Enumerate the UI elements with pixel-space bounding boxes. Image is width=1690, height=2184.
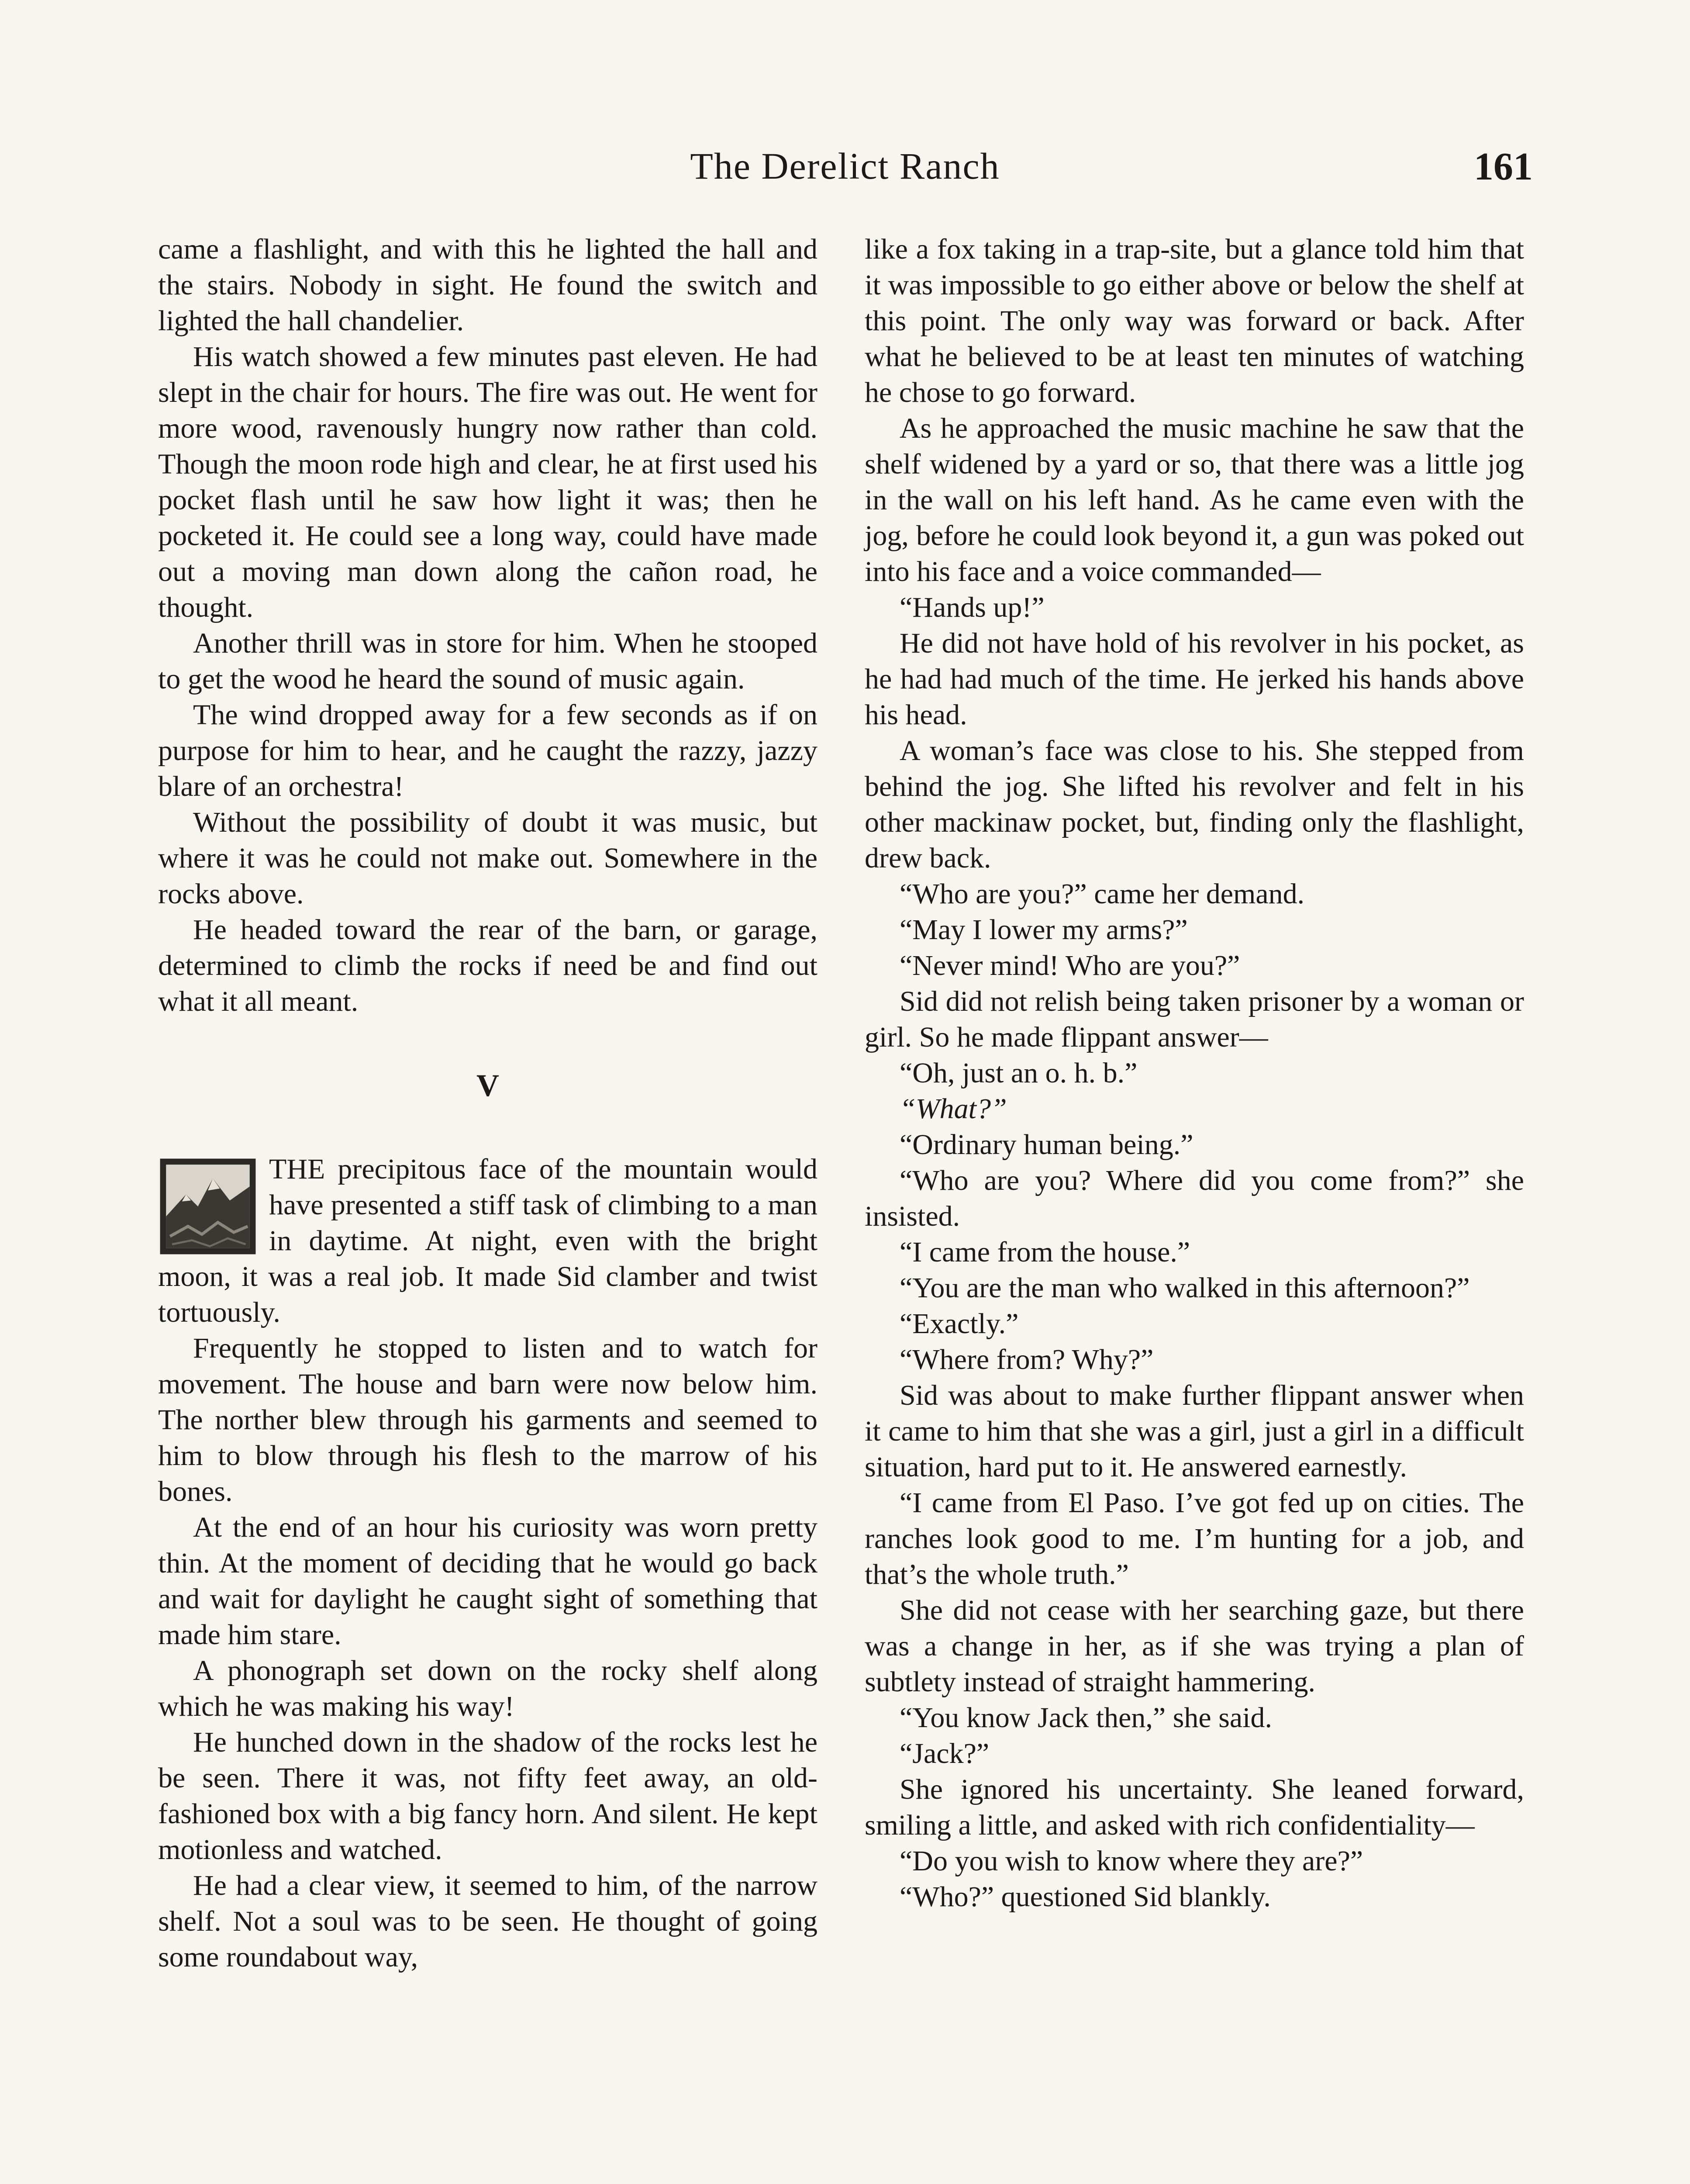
paragraph: She did not cease with her searching gaze, but there was a change in her, as if she was trying a plan of subtlety instead of straight hammering. — [865, 1594, 1524, 1698]
paragraph: “Who are you?” came her demand. — [900, 878, 1305, 910]
paragraph: As he approached the music machine he saw that the shelf widened by a yard or so, that there was a little jog in the wall on his left hand. As he came even with the jog, before he could look beyond it, a gun was poked out into his face and a voice commanded— — [865, 412, 1524, 587]
paragraph: “You know Jack then,” she said. — [900, 1702, 1273, 1734]
paragraph: He had a clear view, it seemed to him, of the narrow shelf. Not a soul was to be seen. He thought of going some roundabout way, — [158, 1870, 817, 1973]
paragraph: “Ordinary human being.” — [900, 1129, 1193, 1161]
italic-text: “What?” — [900, 1093, 1007, 1125]
page-number: 161 — [1474, 145, 1533, 188]
chapter-opening-paragraph — [158, 1151, 817, 1330]
paragraph: A woman’s face was close to his. She stepped from behind the jog. She lifted his revolver and felt in his other mackinaw pocket, but, finding only the flashlight, drew back. — [865, 735, 1524, 874]
paragraph: like a fox taking in a trap-site, but a glance told him that it was impossible to go either above or below the shelf at this point. The only way was forward or back. After what he believed to be at least ten minutes of watching he chose to go forward. — [865, 233, 1524, 408]
right-column — [865, 232, 1524, 1915]
paragraph: At the end of an hour his curiosity was worn pretty thin. At the moment of deciding that he would go back and wait for daylight he caught sight of something that made him stare. — [158, 1511, 817, 1651]
paragraph: He headed toward the rear of the barn, or garage, determined to climb the rocks if need be and find out what it all meant. — [158, 914, 817, 1017]
running-header — [157, 144, 1533, 197]
paragraph: “I came from the house.” — [900, 1236, 1190, 1268]
paragraph: “You are the man who walked in this afternoon?” — [900, 1272, 1470, 1304]
left-column — [158, 232, 817, 1975]
paragraph: A phonograph set down on the rocky shelf along which he was making his way! — [158, 1655, 817, 1722]
paragraph: Sid was about to make further flippant answer when it came to him that she was a girl, just a girl in a difficult situation, hard put to it. He answered earnestly. — [865, 1379, 1524, 1483]
paragraph: Without the possibility of doubt it was music, but where it was he could not make out. Somewhere in the rocks above. — [158, 806, 817, 910]
paragraph: “Do you wish to know where they are?” — [900, 1845, 1363, 1877]
chapter-heading: V — [476, 1068, 499, 1103]
mountain-illustration-icon — [158, 1157, 258, 1256]
paragraph: “Where from? Why?” — [900, 1344, 1154, 1375]
paragraph: His watch showed a few minutes past eleven. He had slept in the chair for hours. The fire was out. He went for more wood, ravenously hungry now rather than cold. Though the moon rode high and clear, he at first used his pocket flash until he saw how light it was; then he pocketed it. He could see a long way, could have made out a moving man down along the cañon road, he thought. — [158, 341, 817, 623]
paragraph: came a flashlight, and with this he lighted the hall and the stairs. Nobody in sight. He found the switch and lighted the hall chandelier. — [158, 233, 817, 337]
paragraph: He did not have hold of his revolver in his pocket, as he had had much of the time. He jerked his hands above his head. — [865, 627, 1524, 731]
paragraph: “Exactly.” — [900, 1308, 1019, 1340]
paragraph: He hunched down in the shadow of the rocks lest he be seen. There it was, not fifty feet away, an old-fashioned box with a big fancy horn. And silent. He kept motionless and watched. — [158, 1726, 817, 1866]
paragraph: “Who?” questioned Sid blankly. — [900, 1881, 1271, 1913]
paragraph: “I came from El Paso. I’ve got fed up on cities. The ranches look good to me. I’m hunting for a job, and that’s the whole truth.” — [865, 1487, 1524, 1590]
paragraph: Another thrill was in store for him. When he stooped to get the wood he heard the sound of music again. — [158, 627, 817, 695]
paragraph: Sid did not relish being taken prisoner by a woman or girl. So he made flippant answer— — [865, 985, 1524, 1053]
paragraph: “Who are you? Where did you come from?” she insisted. — [865, 1165, 1524, 1232]
paragraph: “Hands up!” — [900, 591, 1045, 623]
paragraph: The wind dropped away for a few seconds as if on purpose for him to hear, and he caught the razzy, jazzy blare of an orchestra! — [158, 699, 817, 802]
paragraph-text: THE precipitous face of the mountain would have presented a stiff task of climbing to a man in daytime. At night, even with the bright moon, it was a real job. It made Sid clamber and twist tortuously. — [158, 1153, 817, 1328]
paragraph: “May I lower my arms?” — [900, 914, 1188, 946]
paragraph: “Jack?” — [900, 1738, 990, 1769]
running-title: The Derelict Ranch — [690, 145, 1000, 187]
paragraph: “Never mind! Who are you?” — [900, 950, 1240, 981]
paragraph: “Oh, just an o. h. b.” — [900, 1057, 1138, 1089]
paragraph: Frequently he stopped to listen and to watch for movement. The house and barn were now below him. The norther blew through his garments and seemed to him to blow through his flesh to the marrow of his bones. — [158, 1332, 817, 1507]
paragraph — [865, 1091, 1524, 1127]
paragraph: She ignored his uncertainty. She leaned forward, smiling a little, and asked with rich confidentiality— — [865, 1773, 1524, 1841]
